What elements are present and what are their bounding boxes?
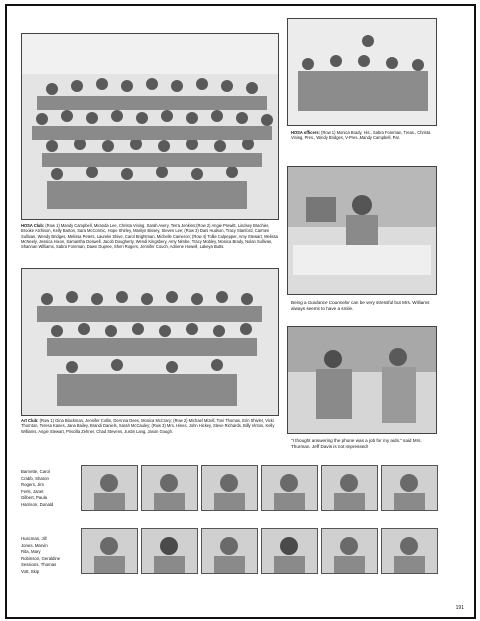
faculty-portrait <box>321 465 378 511</box>
counselor-caption-pre: Being a <box>291 300 308 305</box>
faculty-names-row2 <box>21 536 81 576</box>
faculty-portrait <box>141 465 198 511</box>
hosa-club-caption-label: HOSA Club: <box>21 223 45 228</box>
faculty-name: Ferls, Janet <box>21 488 44 494</box>
faculty-portrait <box>201 465 258 511</box>
counselor-caption-post: can be very stressful but Mrs. Williams always seems to have a smile. <box>291 300 430 311</box>
yearbook-page <box>5 4 476 619</box>
counselor-photo <box>287 166 437 295</box>
faculty-portrait <box>261 528 318 574</box>
art-club-photo <box>21 268 279 416</box>
faculty-portrait <box>261 465 318 511</box>
faculty-name: Vott, Skip <box>21 568 40 574</box>
hosa-club-caption <box>21 223 279 249</box>
faculty-portrait <box>381 465 438 511</box>
page-number: 191 <box>455 605 464 611</box>
faculty-portrait <box>381 528 438 574</box>
faculty-name: Crabb, Sharon <box>21 475 49 481</box>
faculty-portrait <box>201 528 258 574</box>
phone-caption <box>291 438 437 450</box>
faculty-portrait <box>81 465 138 511</box>
faculty-portrait <box>81 528 138 574</box>
hosa-club-caption-text: (Row 1) Mandy Campbell, Miranda Lee, Christa Vining, Sarah Avery, Terra Jenkins;(Row 2) Angie Prewitt, Lindsey Brachier, Brooke Atchison, Kelly Barton, Sara McCormic, Hope Shirley, Marilyn Bissey, Steven Lee; (Row 3) Dani Hudson, Tracy Stanford, Carmen Sullivan, Wendy Bridges, Melissa Peters, Laurelei Shive, Carol Brightman, Michelle Cameron; (Row 4) Tollie Culpepper, Amy Stewart, Melissa McNeely, Jessica Hixon, Samantha Doswell, Jacob Dougherty, Wendi Kingsbery, Amy Nimbe, Tracy Mobley, Monica Brady, Nolan Sullivan, Shannan Williams, Sabra Foreman, Dawn Dupree, Sheri Rogers, Jennifer Couch, Adriene Howell, Lakeya Butts. <box>21 223 278 250</box>
hosa-officers-photo <box>287 18 437 126</box>
faculty-name: Huscman, Jill <box>21 536 47 541</box>
faculty-name: Jones, Marvin <box>21 542 48 548</box>
art-club-caption <box>21 418 279 434</box>
hosa-officers-caption-text: (Row 1) Monica Brady, His., Sabra Foreman, Treas., Christa Vining, Pres., Windy Bridges, V-Pres.,Mandy Campbell, Par. <box>291 130 431 141</box>
faculty-name: Robinson, Geraldine <box>21 555 61 561</box>
art-club-caption-text: (Row 1) Gina Blackman, Jennifer Collin, DeAnna Dees, Monica McCrary; (Row 2) Michael Mizell, Toni Thomas, Erin Shivler, Vicki Thornton, Teresa Kanes, Jana Bailey, Brandi Daniels, Sarah McCauley; (Row 3) Mrs. Hines, John Hickey, Steve Richards, Billy Vinton, Kelly Williams, Angie Stewart, Priscilla Zehner, Chad Stevens, Justin Lang, Jason Gough. <box>21 418 275 434</box>
hosa-club-photo <box>21 33 279 220</box>
faculty-names-row1 <box>21 469 81 509</box>
art-club-caption-label: Art Club: <box>21 418 39 423</box>
faculty-name: Rogers, Jim <box>21 482 44 488</box>
counselor-caption-emph: Guidance Counselor <box>307 300 350 305</box>
faculty-name: Rita, Mary <box>21 549 41 555</box>
faculty-portrait <box>141 528 198 574</box>
faculty-name: Harrison, Donald <box>21 501 54 507</box>
faculty-name: Barnette, Carol <box>21 469 50 474</box>
phone-photo <box>287 326 437 434</box>
counselor-caption <box>291 300 437 312</box>
phone-caption-text: "I thought answering the phone was a job for my aids." said Mrs. Thurman. Jeff Davis is not impressed! <box>291 438 422 449</box>
faculty-name: Gilbert, Paula <box>21 495 48 501</box>
hosa-officers-caption <box>291 130 437 141</box>
hosa-officers-caption-label: HOSA officers: <box>291 130 320 135</box>
faculty-name: Sessions, Thomas <box>21 562 57 568</box>
faculty-portrait <box>321 528 378 574</box>
